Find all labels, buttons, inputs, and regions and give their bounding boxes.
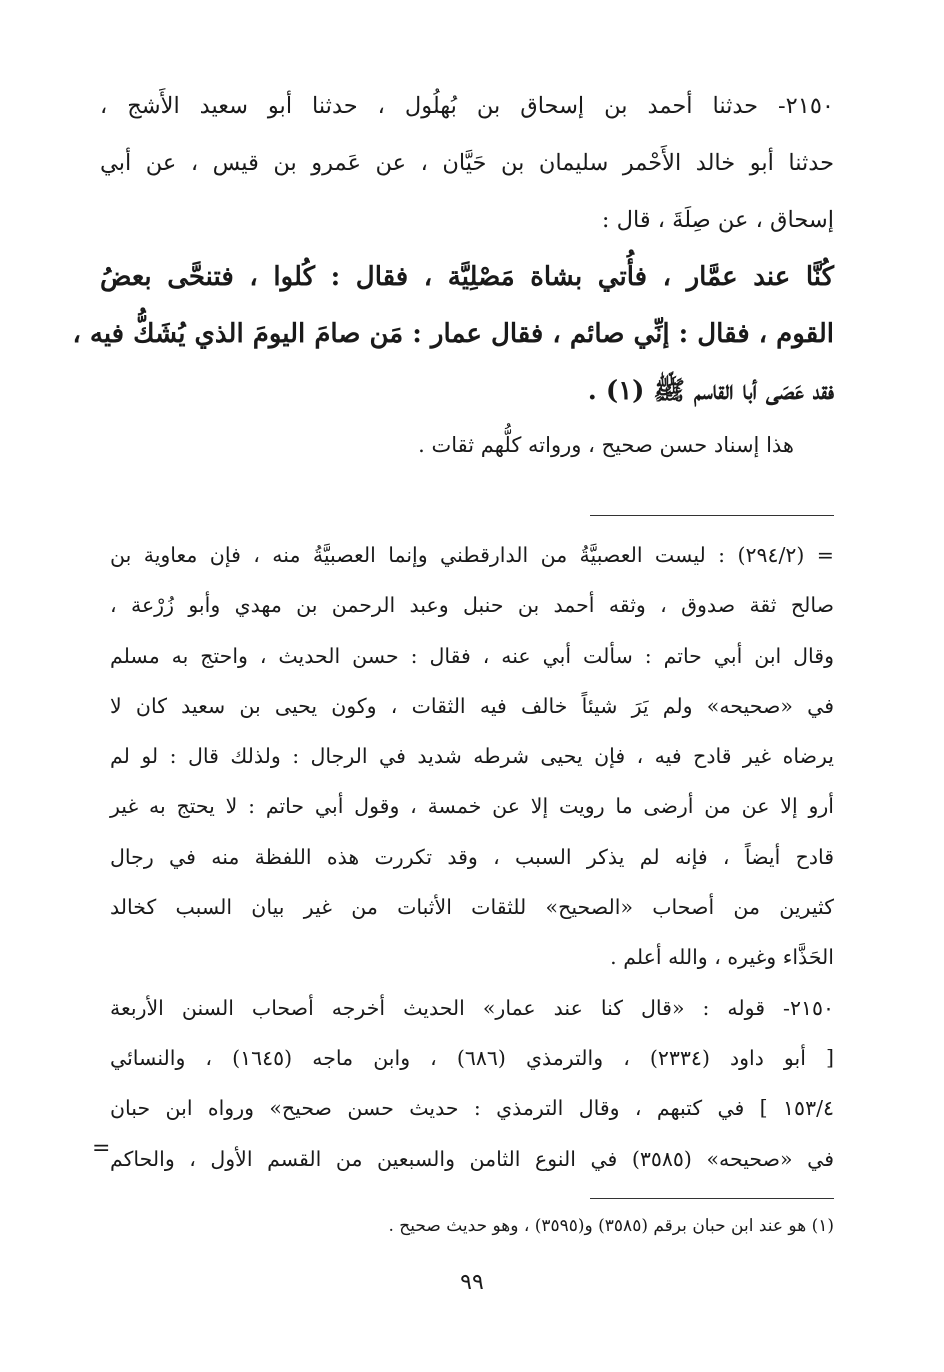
text-line: وقال ابن أبي حاتم : سألت أبي عنه ، فقال : حسن الحديث ، واحتج به مسلم bbox=[110, 643, 834, 668]
text-line: القوم ، فقال : إنِّي صائم ، فقال عمار : مَن صامَ اليومَ الذي يُشَكُّ فيه ، bbox=[72, 319, 834, 349]
text-line: كثيرين من أصحاب «الصحيح» للثقات الأثبات من غير بيان السبب كخالد bbox=[110, 895, 834, 920]
text-line: الحَذَّاء وغيره ، والله أعلم . bbox=[610, 945, 834, 970]
hadith-isnad bbox=[100, 78, 834, 249]
text-line: ١٥٣/٤ ] في كتبهم ، وقال الترمذي : حديث حسن صحيح» ورواه ابن حبان bbox=[110, 1096, 834, 1121]
text-line: قادح أيضاً ، فإنه لم يذكر السبب ، وقد تكررت هذه اللفظة منه في رجال bbox=[110, 844, 834, 869]
text-line: في «صحيحه» (٣٥٨٥) في النوع الثامن والسبعين من القسم الأول ، والحاكم bbox=[110, 1146, 834, 1171]
text-line: ٢١٥٠- حدثنا أحمد بن إسحاق بن بُهلُول ، حدثنا أبو سعيد الأَشج ، bbox=[100, 93, 834, 119]
text-line: حدثنا أبو خالد الأَحْمر سليمان بن حَيَّان ، عن عَمرو بن قيس ، عن أبي bbox=[100, 150, 834, 176]
text-line: كُنَّا عند عمَّار ، فأُتي بشاة مَصْلِيَّة ، فقال : كُلوا ، فتنحَّى بعضُ bbox=[100, 262, 834, 292]
text-line: إسحاق ، عن صِلَةَ ، قال : bbox=[601, 207, 834, 233]
hadith-block bbox=[72, 78, 834, 470]
text-line: = (٢٩٤/٢) : ليست العصبيَّةُ من الدارقطني وإنما العصبيَّةُ منه ، فإن معاوية بن bbox=[110, 543, 834, 567]
footnote bbox=[270, 1206, 834, 1246]
text-line: ٢١٥٠- قوله : «قال كنا عند عمار» الحديث أخرجه أصحاب السنن الأربعة bbox=[110, 995, 834, 1020]
hadith-matn bbox=[72, 249, 834, 420]
notes-separator bbox=[590, 515, 834, 516]
text-line: [ أبو داود (٢٣٣٤) ، والترمذي (٦٨٦) ، وابن ماجه (١٦٤٥) ، والنسائي bbox=[110, 1045, 834, 1070]
text-line: هذا إسناد حسن صحيح ، ورواته كلُّهم ثقات . bbox=[418, 433, 794, 457]
continuation-mark: = bbox=[92, 1136, 111, 1161]
text-line: فقد عَصَى أبا القاسم ﷺ (١) . bbox=[587, 376, 834, 406]
page-number: ٩٩ bbox=[460, 1270, 484, 1295]
hadith-grade bbox=[100, 420, 794, 470]
text-line: يرضاه غير قادح فيه ، فإن يحيى شرطه شديد في الرجال : ولذلك قال : لو لم bbox=[110, 744, 834, 769]
footnote-text: (١) هو عند ابن حبان برقم (٣٥٨٥) و(٣٥٩٥) ، وهو حديث صحيح . bbox=[388, 1216, 834, 1236]
commentary-notes bbox=[110, 530, 834, 1184]
text-line: أرو إلا عن من أرضى ما رويت إلا عن خمسة ، وقول أبي حاتم : لا يحتج به غير bbox=[110, 794, 834, 819]
footnote-separator bbox=[590, 1198, 834, 1199]
text-line: في «صحيحه» ولم يَرَ شيئاً خالف فيه الثقات ، وكون يحيى بن سعيد كان لا bbox=[110, 693, 834, 718]
text-line: صالح ثقة صدوق ، وثقه أحمد بن حنبل وعبد الرحمن بن مهدي وأبو زُرْعة ، bbox=[110, 593, 834, 618]
